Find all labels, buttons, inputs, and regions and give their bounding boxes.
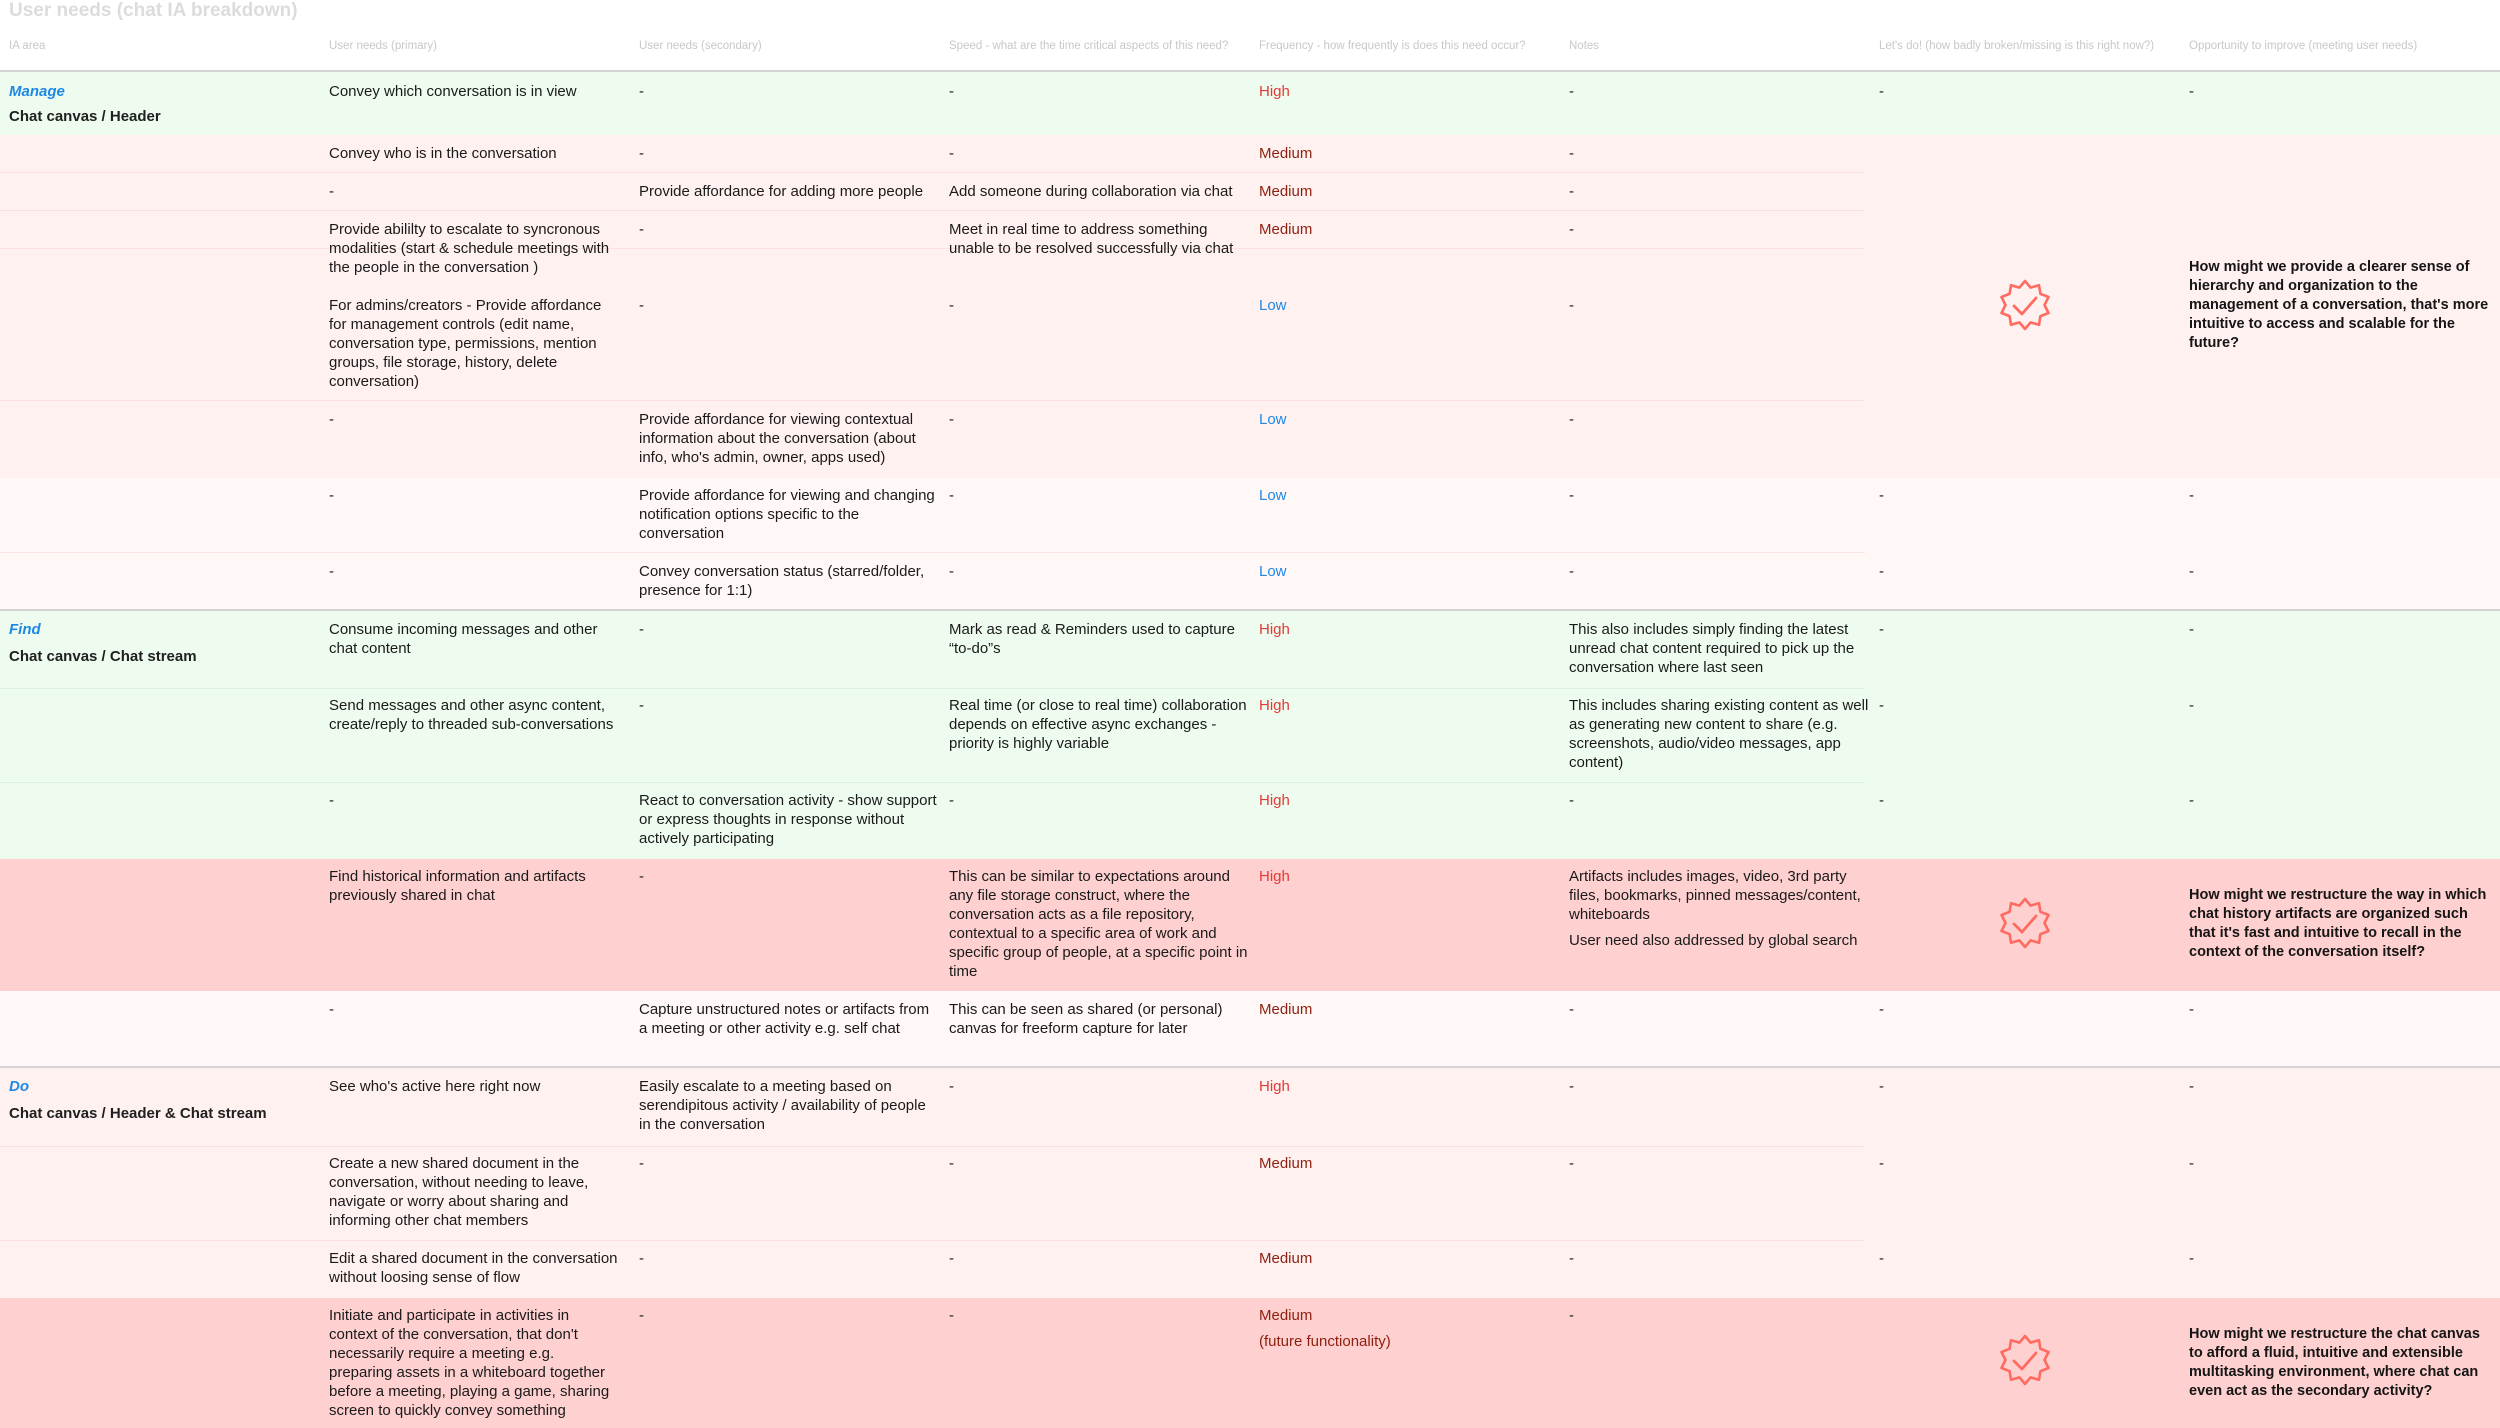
- frequency-medium: Medium: [1259, 221, 1313, 238]
- opportunity-cell: -: [2189, 83, 2194, 100]
- secondary-need: Provide affordance for adding more people: [639, 183, 924, 200]
- ia-area-label: Chat canvas / Chat stream: [9, 648, 197, 665]
- secondary-need: -: [639, 621, 644, 638]
- secondary-need: Easily escalate to a meeting based on serendipitous activity / availability of people in the conversation: [639, 1078, 926, 1133]
- opportunity-cell: -: [2189, 1078, 2194, 1095]
- primary-need: Initiate and participate in activities in context of the conversation, that don't necessarily require a meeting e.g. preparing assets in a whiteboard together before a meeting, playing a game, sharing screen to quickly convey something: [329, 1307, 610, 1419]
- lets-do-cell: -: [1879, 1001, 1884, 1018]
- secondary-need: -: [639, 297, 644, 314]
- notes-cell: -: [1569, 563, 1574, 580]
- notes-cell: -: [1569, 145, 1574, 162]
- speed-cell: -: [949, 297, 954, 314]
- frequency-high: High: [1259, 83, 1290, 100]
- frequency-medium: Medium: [1259, 1155, 1313, 1172]
- frequency-medium: Medium: [1259, 1001, 1313, 1018]
- speed-cell: This can be similar to expectations around any file storage construct, where the conversation acts as a file repository, contextual to a specific area of work and specific group of people, at a specific point in time: [949, 868, 1248, 980]
- column-header: Opportunity to improve (meeting user needs): [2189, 40, 2418, 52]
- notes-cell: This includes sharing existing content as well as generating new content to share (e.g. screenshots, audio/video messages, app content): [1569, 697, 1869, 771]
- frequency-high: High: [1259, 1078, 1290, 1095]
- section-label-find: Find: [9, 621, 41, 638]
- secondary-need: -: [639, 1307, 644, 1324]
- notes-cell: -: [1569, 297, 1574, 314]
- secondary-need: Convey conversation status (starred/folder, presence for 1:1): [639, 563, 925, 599]
- frequency-low: Low: [1259, 487, 1287, 504]
- verified-badge-icon: [1997, 896, 2053, 952]
- column-header: User needs (secondary): [639, 40, 762, 52]
- notes-cell: -: [1569, 183, 1574, 200]
- opportunity-cell: -: [2189, 487, 2194, 504]
- row-background: [0, 991, 2500, 1067]
- opportunity-statement: How might we provide a clearer sense of hierarchy and organization to the management of a conversation, that's more intuitive to access and scalable for the future?: [2189, 259, 2489, 351]
- ia-area-label: Chat canvas / Header & Chat stream: [9, 1105, 267, 1122]
- row-background: [0, 478, 2500, 610]
- lets-do-cell: -: [1879, 621, 1884, 638]
- opportunity-cell: -: [2189, 1001, 2194, 1018]
- secondary-need: -: [639, 868, 644, 885]
- frequency-medium: Medium: [1259, 145, 1313, 162]
- primary-need: -: [329, 183, 334, 200]
- speed-cell: This can be seen as shared (or personal) canvas for freeform capture for later: [949, 1001, 1223, 1037]
- column-header: IA area: [9, 40, 46, 52]
- secondary-need: -: [639, 1155, 644, 1172]
- primary-need: Provide abililty to escalate to syncronous modalities (start & schedule meetings with the people in the conversation ): [329, 221, 610, 276]
- primary-need: Find historical information and artifacts previously shared in chat: [329, 868, 586, 904]
- column-header: Frequency - how frequently is does this need occur?: [1259, 40, 1526, 52]
- column-header: Notes: [1569, 40, 1600, 52]
- primary-need: Convey which conversation is in view: [329, 83, 577, 100]
- opportunity-cell: -: [2189, 563, 2194, 580]
- notes-cell: -: [1569, 1307, 1574, 1324]
- lets-do-cell: -: [1879, 1078, 1884, 1095]
- primary-need: -: [329, 563, 334, 580]
- notes-cell: -: [1569, 221, 1574, 238]
- frequency-high: High: [1259, 792, 1290, 809]
- primary-need: Consume incoming messages and other chat content: [329, 621, 598, 657]
- opportunity-cell: -: [2189, 1155, 2194, 1172]
- lets-do-cell: -: [1879, 697, 1884, 714]
- ia-area-label: Chat canvas / Header: [9, 108, 161, 125]
- frequency-low: Low: [1259, 411, 1287, 428]
- frequency-high: High: [1259, 697, 1290, 714]
- secondary-need: -: [639, 221, 644, 238]
- speed-cell: Meet in real time to address something unable to be resolved successfully via chat: [949, 221, 1234, 257]
- page-title: User needs (chat IA breakdown): [9, 0, 298, 21]
- notes-cell: -: [1569, 1078, 1574, 1095]
- notes-cell: -: [1569, 411, 1574, 428]
- column-header: Let's do! (how badly broken/missing is this right now?): [1879, 40, 2155, 52]
- verified-badge-icon: [1997, 278, 2053, 334]
- frequency-note: (future functionality): [1259, 1333, 1391, 1350]
- speed-cell: -: [949, 83, 954, 100]
- secondary-need: Provide affordance for viewing contextual information about the conversation (about info, who's admin, owner, apps used): [639, 411, 916, 466]
- speed-cell: -: [949, 1250, 954, 1267]
- speed-cell: -: [949, 1078, 954, 1095]
- notes-cell: This also includes simply finding the latest unread chat content required to pick up the conversation where last seen: [1569, 621, 1855, 676]
- notes-cell: -: [1569, 487, 1574, 504]
- frequency-low: Low: [1259, 563, 1287, 580]
- primary-need: Create a new shared document in the conversation, without needing to leave, navigate or worry about sharing and informing other chat members: [329, 1155, 589, 1229]
- primary-need: Edit a shared document in the conversation without loosing sense of flow: [329, 1250, 618, 1286]
- secondary-need: -: [639, 1250, 644, 1267]
- speed-cell: -: [949, 1307, 954, 1324]
- opportunity-cell: -: [2189, 697, 2194, 714]
- speed-cell: Real time (or close to real time) collaboration depends on effective async exchanges - priority is highly variable: [949, 697, 1247, 752]
- notes-cell: Artifacts includes images, video, 3rd party files, bookmarks, pinned messages/content, whiteboards: [1569, 868, 1861, 923]
- primary-need: For admins/creators - Provide affordance for management controls (edit name, conversation type, permissions, mention groups, file storage, history, delete conversation): [329, 297, 602, 390]
- section-label-manage: Manage: [9, 83, 65, 100]
- frequency-medium: Medium: [1259, 1307, 1313, 1324]
- lets-do-cell: -: [1879, 83, 1884, 100]
- frequency-medium: Medium: [1259, 1250, 1313, 1267]
- speed-cell: -: [949, 1155, 954, 1172]
- speed-cell: -: [949, 145, 954, 162]
- secondary-need: Provide affordance for viewing and changing notification options specific to the conversation: [639, 487, 935, 542]
- notes-cell: -: [1569, 83, 1574, 100]
- secondary-need: -: [639, 83, 644, 100]
- primary-need: -: [329, 487, 334, 504]
- frequency-high: High: [1259, 868, 1290, 885]
- primary-need: Send messages and other async content, create/reply to threaded sub-conversations: [329, 697, 614, 733]
- notes-cell: -: [1569, 1250, 1574, 1267]
- primary-need: -: [329, 792, 334, 809]
- secondary-need: React to conversation activity - show support or express thoughts in response without actively participating: [639, 792, 937, 847]
- primary-need: See who's active here right now: [329, 1078, 541, 1095]
- speed-cell: Add someone during collaboration via chat: [949, 183, 1233, 200]
- frequency-medium: Medium: [1259, 183, 1313, 200]
- lets-do-cell: -: [1879, 563, 1884, 580]
- lets-do-cell: -: [1879, 792, 1884, 809]
- section-label-do: Do: [9, 1078, 29, 1095]
- frequency-low: Low: [1259, 297, 1287, 314]
- lets-do-cell: -: [1879, 1155, 1884, 1172]
- notes-cell: -: [1569, 1155, 1574, 1172]
- notes-cell: -: [1569, 1001, 1574, 1018]
- speed-cell: -: [949, 411, 954, 428]
- notes-cell: -: [1569, 792, 1574, 809]
- primary-need: -: [329, 411, 334, 428]
- column-header: User needs (primary): [329, 40, 437, 52]
- opportunity-cell: -: [2189, 1250, 2194, 1267]
- opportunity-cell: -: [2189, 792, 2194, 809]
- secondary-need: Capture unstructured notes or artifacts from a meeting or other activity e.g. self chat: [639, 1001, 930, 1037]
- secondary-need: -: [639, 697, 644, 714]
- opportunity-statement: How might we restructure the way in which chat history artifacts are organized such that it's fast and intuitive to recall in the context of the conversation itself?: [2189, 887, 2487, 960]
- column-header: Speed - what are the time critical aspects of this need?: [949, 40, 1229, 52]
- frequency-high: High: [1259, 621, 1290, 638]
- notes-cell: User need also addressed by global search: [1569, 932, 1858, 949]
- primary-need: -: [329, 1001, 334, 1018]
- opportunity-cell: -: [2189, 621, 2194, 638]
- speed-cell: -: [949, 487, 954, 504]
- speed-cell: -: [949, 563, 954, 580]
- lets-do-cell: -: [1879, 487, 1884, 504]
- opportunity-statement: How might we restructure the chat canvas to afford a fluid, intuitive and extensible multitasking environment, where chat can even act as the secondary activity?: [2189, 1326, 2480, 1399]
- speed-cell: Mark as read & Reminders used to capture “to-do”s: [949, 621, 1235, 657]
- lets-do-cell: -: [1879, 1250, 1884, 1267]
- speed-cell: -: [949, 792, 954, 809]
- verified-badge-icon: [1997, 1333, 2053, 1389]
- primary-need: Convey who is in the conversation: [329, 145, 557, 162]
- secondary-need: -: [639, 145, 644, 162]
